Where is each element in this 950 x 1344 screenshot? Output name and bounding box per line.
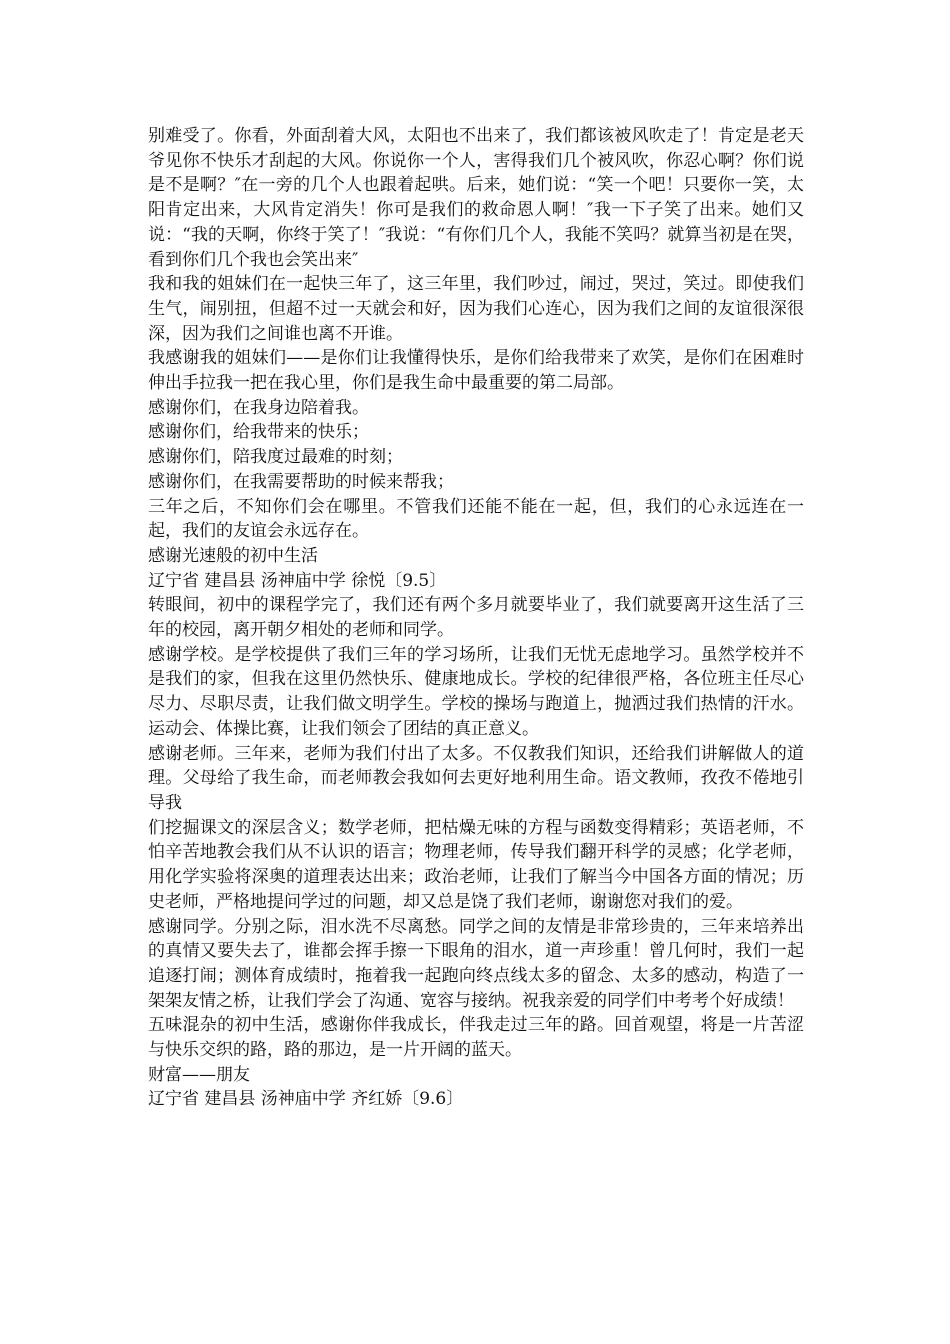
paragraph-conclusion: 五味混杂的初中生活，感谢你伴我成长，伴我走过三年的路。回首观望，将是一片苦涩与快乐交织的路，路的那边，是一片开阔的蓝天。 (148, 1015, 804, 1061)
essay-title-middle-school-life: 感谢光速般的初中生活 (148, 545, 318, 566)
paragraph-teachers-subjects: 们挖掘课文的深层含义；数学老师，把枯燥无味的方程与函数变得精彩；英语老师，不怕辛苦地教会我们从不认识的语言；物理老师，传导我们翻开科学的灵感；化学老师，用化学实验将深奥的道理表达出来；政治老师，让我们了解当今中国各方面的情况；历史老师，严格地提问学过的问题，却又总是饶了我们老师，谢谢您对我们的爱。 (148, 817, 804, 912)
paragraph-thanks-line-2: 感谢你们，给我带来的快乐； (148, 422, 369, 443)
essay-title-wealth-friends: 财富——朋友 (148, 1064, 250, 1085)
paragraph-thanks-classmates: 感谢同学。分别之际，泪水洗不尽离愁。同学之间的友情是非常珍贵的，三年来培养出的真情又要失去了，谁都会挥手擦一下眼角的泪水，道一声珍重！曾几何时，我们一起追逐打闹；测体育成绩时，拖着我一起跑向终点线太多的留念、太多的感动，构造了一架架友情之桥，让我们学会了沟通、宽容与接纳。祝我亲爱的同学们中考考个好成绩！ (148, 916, 804, 1011)
paragraph-thanks-teachers: 感谢老师。三年来，老师为我们付出了太多。不仅教我们知识，还给我们讲解做人的道理。父母给了我生命，而老师教会我如何去更好地利用生命。语文教师，孜孜不倦地引导我 (148, 743, 804, 813)
document-page (148, 124, 804, 1112)
essay-author-qi-hongjiao: 辽宁省 建昌县 汤神庙中学 齐红娇〔9.6〕 (148, 1089, 464, 1110)
paragraph-graduation-soon: 转眼间，初中的课程学完了，我们还有两个多月就要毕业了，我们就要离开这生活了三年的校园，离开朝夕相处的老师和同学。 (148, 595, 804, 641)
paragraph-thanks-sisters: 我感谢我的姐妹们——是你们让我懂得快乐，是你们给我带来了欢笑，是你们在困难时伸出手拉我一把在我心里，你们是我生命中最重要的第二局部。 (148, 348, 804, 394)
paragraph-three-years-later: 三年之后，不知你们会在哪里。不管我们还能不能在一起，但，我们的心永远连在一起，我们的友谊会永远存在。 (148, 496, 804, 542)
essay-author-xu-yue: 辽宁省 建昌县 汤神庙中学 徐悦〔9.5〕 (148, 570, 447, 591)
paragraph-thanks-line-4: 感谢你们，在我需要帮助的时候来帮我； (148, 471, 454, 492)
paragraph-comforting-friends: 别难受了。你看，外面刮着大风，太阳也不出来了，我们都该被风吹走了！肯定是老天爷见你不快乐才刮起的大风。你说你一个人，害得我们几个被风吹，你忍心啊？你们说是不是啊？″在一旁的几个人也跟着起哄。后来，她们说：“笑一个吧！只要你一笑，太阳肯定出来，大风肯定消失！你可是我们的救命恩人啊！″我一下子笑了出来。她们又说：“我的天啊，你终于笑了！″我说：“有你们几个人，我能不笑吗？就算当初是在哭，看到你们几个我也会笑出来″ (148, 126, 804, 270)
paragraph-thanks-school: 感谢学校。是学校提供了我们三年的学习场所，让我们无忧无虑地学习。虽然学校并不是我们的家，但我在这里仍然快乐、健康地成长。学校的纪律很严格，各位班主任尽心尽力、尽职尽责，让我们做文明学生。学校的操场与跑道上，抛洒过我们热情的汗水。运动会、体操比赛，让我们领会了团结的真正意义。 (148, 644, 804, 739)
paragraph-thanks-line-3: 感谢你们，陪我度过最难的时刻； (148, 447, 403, 468)
paragraph-three-years-sisters: 我和我的姐妹们在一起快三年了，这三年里，我们吵过，闹过，哭过，笑过。即使我们生气，闹别扭，但超不过一天就会和好，因为我们心连心，因为我们之间的友谊很深很深，因为我们之间谁也离不开谁。 (148, 274, 804, 344)
paragraph-thanks-line-1: 感谢你们，在我身边陪着我。 (148, 397, 369, 418)
